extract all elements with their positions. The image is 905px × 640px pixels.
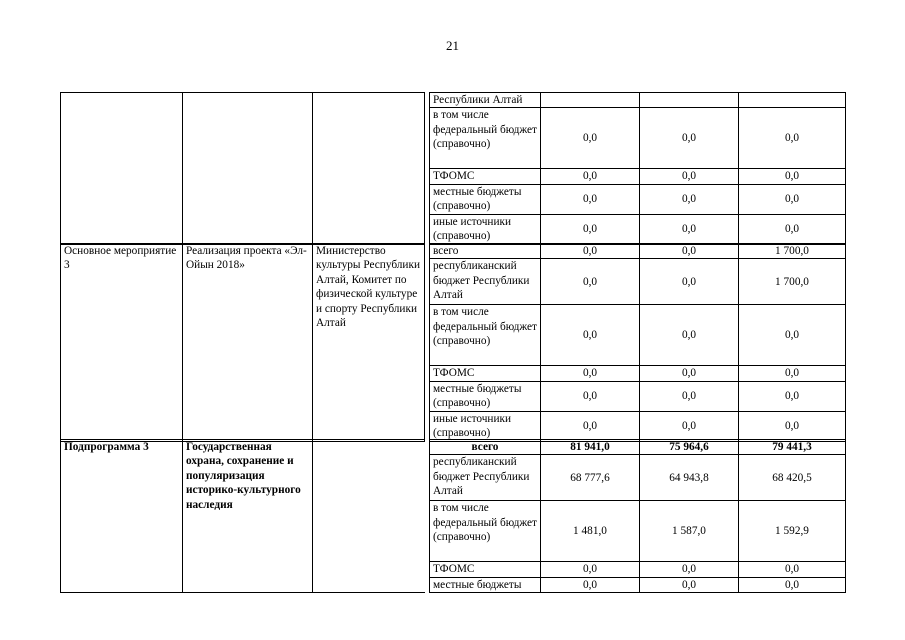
- source-cell: всего: [430, 244, 541, 259]
- value-cell: 0,0: [739, 366, 846, 381]
- value-cell: 0,0: [541, 381, 640, 411]
- source-cell: местные бюджеты (справочно): [430, 184, 541, 214]
- source-cell: иные источники (справочно): [430, 214, 541, 244]
- value-cell: 0,0: [541, 259, 640, 305]
- source-cell: республиканский бюджет Республики Алтай: [430, 455, 541, 501]
- value-cell: 68 777,6: [541, 455, 640, 501]
- value-cell: [739, 93, 846, 108]
- event-name-cell: [183, 93, 313, 245]
- value-cell: 1 587,0: [640, 501, 739, 562]
- source-cell: ТФОМС: [430, 562, 541, 577]
- financing-table: [60, 92, 846, 245]
- value-cell: 0,0: [541, 108, 640, 169]
- section-continuation: [61, 93, 846, 245]
- value-cell: 81 941,0: [541, 440, 640, 455]
- executor-cell: Министерство культуры Республики Алтай, Комитет по физической культуре и спорту Республики Алтай: [313, 244, 425, 442]
- value-cell: 0,0: [739, 108, 846, 169]
- value-cell: 0,0: [541, 562, 640, 577]
- value-cell: 0,0: [640, 562, 739, 577]
- value-cell: 1 700,0: [739, 259, 846, 305]
- value-cell: 0,0: [640, 305, 739, 366]
- value-cell: 0,0: [640, 184, 739, 214]
- source-cell: иные источники (справочно): [430, 411, 541, 441]
- subprogram-cell: Подпрограмма 3: [61, 440, 183, 593]
- value-cell: 0,0: [541, 184, 640, 214]
- table-row: [61, 93, 846, 108]
- page-number: 21: [446, 38, 459, 53]
- source-cell: республиканский бюджет Республики Алтай: [430, 259, 541, 305]
- subprogram-name-cell: Государственная охрана, сохранение и популяризация историко-культурного наследия: [183, 440, 313, 593]
- event-cell: [61, 93, 183, 245]
- value-cell: 79 441,3: [739, 440, 846, 455]
- value-cell: 0,0: [541, 244, 640, 259]
- value-cell: 0,0: [541, 366, 640, 381]
- value-cell: 0,0: [640, 214, 739, 244]
- source-cell: ТФОМС: [430, 169, 541, 184]
- executor-cell: [313, 93, 425, 245]
- value-cell: 1 700,0: [739, 244, 846, 259]
- event-cell: Основное мероприятие 3: [61, 244, 183, 442]
- financing-table-event3: [60, 243, 846, 442]
- value-cell: 0,0: [640, 108, 739, 169]
- value-cell: 0,0: [640, 244, 739, 259]
- source-cell: местные бюджеты (справочно): [430, 381, 541, 411]
- source-cell: всего: [430, 440, 541, 455]
- value-cell: [640, 93, 739, 108]
- section-event-3: [61, 244, 846, 442]
- value-cell: 0,0: [640, 381, 739, 411]
- value-cell: [541, 93, 640, 108]
- value-cell: 0,0: [739, 184, 846, 214]
- executor-cell: [313, 440, 425, 593]
- value-cell: 1 481,0: [541, 501, 640, 562]
- value-cell: 68 420,5: [739, 455, 846, 501]
- value-cell: 64 943,8: [640, 455, 739, 501]
- source-cell: в том числе федеральный бюджет (справочно): [430, 501, 541, 562]
- value-cell: 0,0: [739, 169, 846, 184]
- source-cell: в том числе федеральный бюджет (справочно): [430, 305, 541, 366]
- value-cell: 0,0: [541, 305, 640, 366]
- source-cell: ТФОМС: [430, 366, 541, 381]
- source-cell: местные бюджеты: [430, 577, 541, 592]
- source-cell: Республики Алтай: [430, 93, 541, 108]
- source-cell: в том числе федеральный бюджет (справочно): [430, 108, 541, 169]
- value-cell: 0,0: [640, 366, 739, 381]
- value-cell: 0,0: [541, 577, 640, 592]
- value-cell: 0,0: [739, 381, 846, 411]
- event-name-cell: Реализация проекта «Эл-Ойын 2018»: [183, 244, 313, 442]
- value-cell: 0,0: [739, 577, 846, 592]
- value-cell: 0,0: [640, 169, 739, 184]
- table-row: [61, 244, 846, 259]
- value-cell: 0,0: [739, 214, 846, 244]
- section-subprogram-3: [61, 440, 846, 593]
- table-row: [61, 440, 846, 455]
- value-cell: 0,0: [541, 214, 640, 244]
- value-cell: 0,0: [739, 305, 846, 366]
- value-cell: 0,0: [640, 259, 739, 305]
- value-cell: 1 592,9: [739, 501, 846, 562]
- value-cell: 0,0: [640, 577, 739, 592]
- financing-table-subprogram3: [60, 439, 846, 593]
- value-cell: 0,0: [541, 411, 640, 441]
- value-cell: 75 964,6: [640, 440, 739, 455]
- value-cell: 0,0: [541, 169, 640, 184]
- value-cell: 0,0: [640, 411, 739, 441]
- value-cell: 0,0: [739, 562, 846, 577]
- value-cell: 0,0: [739, 411, 846, 441]
